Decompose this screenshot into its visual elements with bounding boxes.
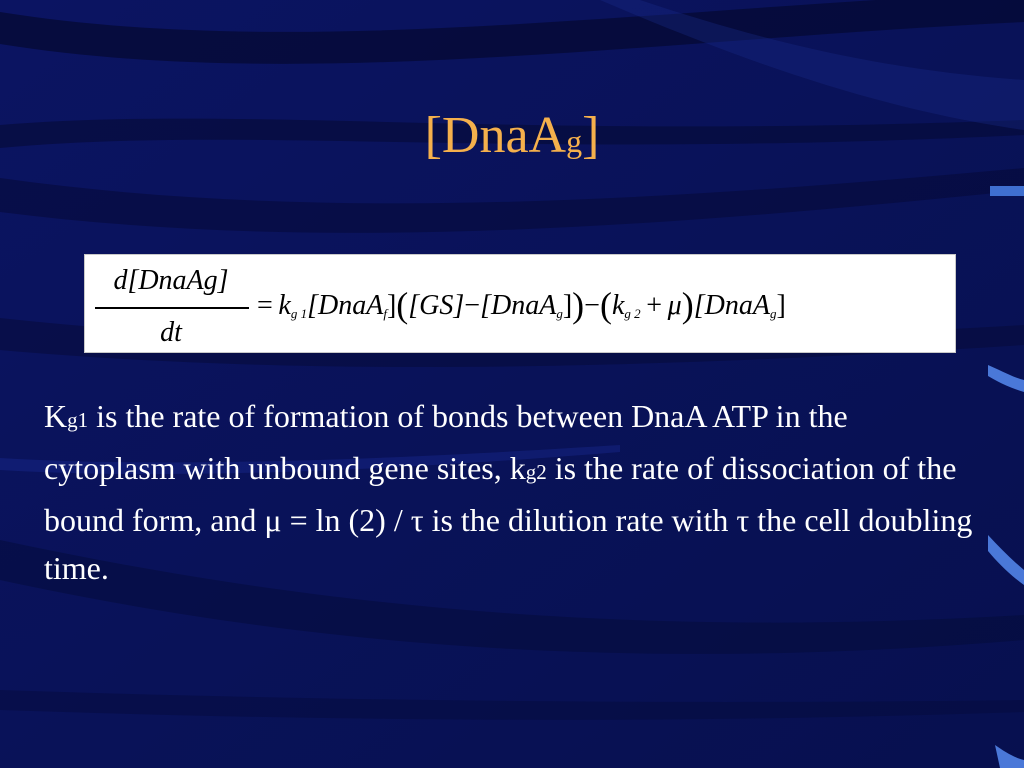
dilution-rate-mu: μ (667, 290, 682, 321)
equation-denominator: dt (160, 317, 182, 348)
title-subscript: g (566, 123, 583, 159)
free-dnaa-subscript: f (383, 306, 387, 321)
body-k-g1-subscript: g1 (67, 408, 89, 432)
equals-sign: = (257, 290, 273, 321)
slide-title (0, 104, 1024, 173)
bound-dnaa-subscript-2: g (769, 306, 777, 321)
free-dnaa-term: [DnaA (307, 290, 384, 321)
bound-dnaa-term-2: [DnaA (693, 290, 770, 321)
minus-sign-1: − (464, 290, 481, 321)
equation-numerator: d[DnaAg] (113, 265, 229, 296)
fraction-bar (95, 307, 249, 309)
body-k-g2-subscript: g2 (525, 460, 547, 484)
gene-sites-term: [GS] (408, 290, 465, 321)
body-k-g1: K (44, 398, 68, 434)
minus-sign-2: − (584, 290, 600, 321)
rate-constant-k1-subscript: g 1 (290, 306, 308, 321)
rate-constant-k1: k (278, 290, 291, 321)
bound-dnaa-subscript-1: g (556, 306, 563, 321)
open-paren-2: ( (599, 285, 612, 325)
bound-dnaa-term-1: [DnaA (480, 290, 557, 321)
rate-constant-k2-subscript: g 2 (624, 306, 641, 321)
rate-constant-k2: k (611, 290, 625, 321)
equation-right-hand-side (257, 285, 786, 334)
close-paren: ) (572, 285, 585, 325)
free-dnaa-close: ] (386, 290, 397, 321)
close-paren-2: ) (681, 285, 694, 325)
bound-dnaa-close-1: ] (562, 290, 573, 321)
body-text-part-2: is the rate of dissociation of the bound form, and μ = ln (2) / τ is the dilution rate with τ the cell doubling time. (44, 450, 973, 586)
plus-sign: + (646, 290, 663, 321)
open-paren: ( (396, 285, 409, 325)
body-text-part-1: is the rate of formation of bonds between DnaA ATP in the cytoplasm with unbound gene sites, k (44, 398, 848, 486)
title-close-bracket: ] (582, 107, 600, 164)
equation-box (84, 254, 956, 353)
bound-dnaa-close-2: ] (776, 290, 786, 321)
slide-body-text (44, 392, 984, 592)
equation-fraction (91, 259, 251, 349)
title-main: [DnaA (424, 107, 567, 164)
